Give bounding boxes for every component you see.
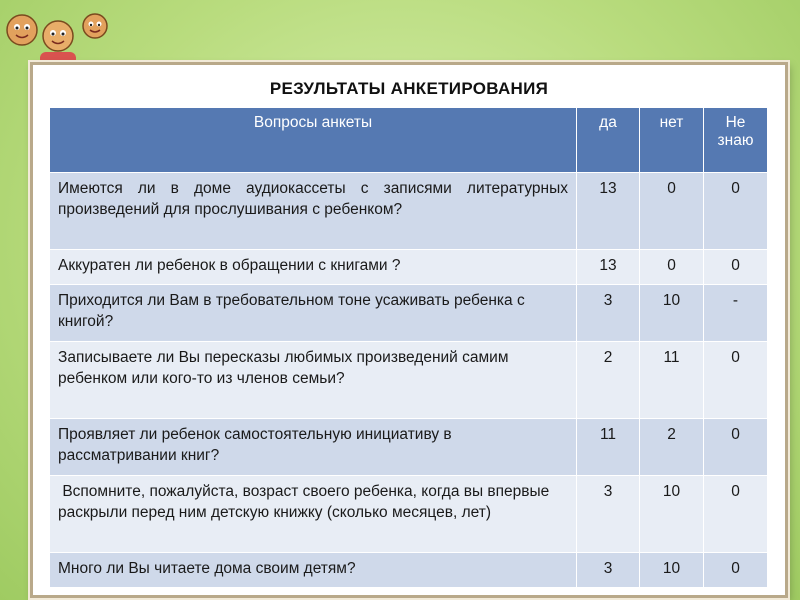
table-row [50, 553, 768, 588]
page-title: РЕЗУЛЬТАТЫ АНКЕТИРОВАНИЯ [269, 79, 549, 98]
dont-know-count-cell: 0 [704, 173, 768, 250]
no-count-cell: 0 [640, 250, 704, 285]
column-header-no: нет [640, 108, 704, 173]
table-row [50, 285, 768, 342]
question-cell: Проявляет ли ребенок самостоятельную инициативу в рассматривании книг? [50, 419, 577, 476]
table-header-row [50, 108, 768, 173]
table-row [50, 250, 768, 285]
kid-face-icon [83, 14, 107, 38]
yes-count-cell: 3 [577, 285, 640, 342]
question-cell: Приходится ли Вам в требовательном тоне усаживать ребенка с книгой? [50, 285, 577, 342]
question-cell: Имеются ли в доме аудиокассеты с записями литературных произведений для прослушивания с ребенком? [50, 173, 577, 250]
yes-count-cell: 3 [577, 476, 640, 553]
question-cell: Записываете ли Вы пересказы любимых произведений самим ребенком или кого-то из членов семьи? [50, 342, 577, 419]
question-cell: Много ли Вы читаете дома своим детям? [50, 553, 577, 588]
table-row [50, 476, 768, 553]
table-row [50, 419, 768, 476]
kid-face-icon [40, 21, 76, 66]
no-count-cell: 10 [640, 285, 704, 342]
no-count-cell: 10 [640, 476, 704, 553]
column-header-question: Вопросы анкеты [50, 108, 577, 173]
dont-know-count-cell: 0 [704, 250, 768, 285]
dont-know-count-cell: 0 [704, 553, 768, 588]
table-row [50, 342, 768, 419]
yes-count-cell: 2 [577, 342, 640, 419]
no-count-cell: 0 [640, 173, 704, 250]
question-cell: Аккуратен ли ребенок в обращении с книгами ? [50, 250, 577, 285]
kid-face-icon [7, 15, 37, 45]
no-count-cell: 10 [640, 553, 704, 588]
yes-count-cell: 11 [577, 419, 640, 476]
yes-count-cell: 13 [577, 250, 640, 285]
dont-know-count-cell: 0 [704, 476, 768, 553]
table-row [50, 173, 768, 250]
question-cell: Вспомните, пожалуйста, возраст своего ребенка, когда вы впервые раскрыли перед ним детскую книжку (сколько месяцев, лет) [50, 476, 577, 553]
survey-card [30, 62, 788, 598]
no-count-cell: 2 [640, 419, 704, 476]
yes-count-cell: 3 [577, 553, 640, 588]
yes-count-cell: 13 [577, 173, 640, 250]
dont-know-count-cell: 0 [704, 419, 768, 476]
column-header-dont-know: Не знаю [704, 108, 768, 173]
column-header-yes: да [577, 108, 640, 173]
dont-know-count-cell: 0 [704, 342, 768, 419]
dont-know-count-cell: - [704, 285, 768, 342]
no-count-cell: 11 [640, 342, 704, 419]
survey-results-table [49, 107, 768, 588]
